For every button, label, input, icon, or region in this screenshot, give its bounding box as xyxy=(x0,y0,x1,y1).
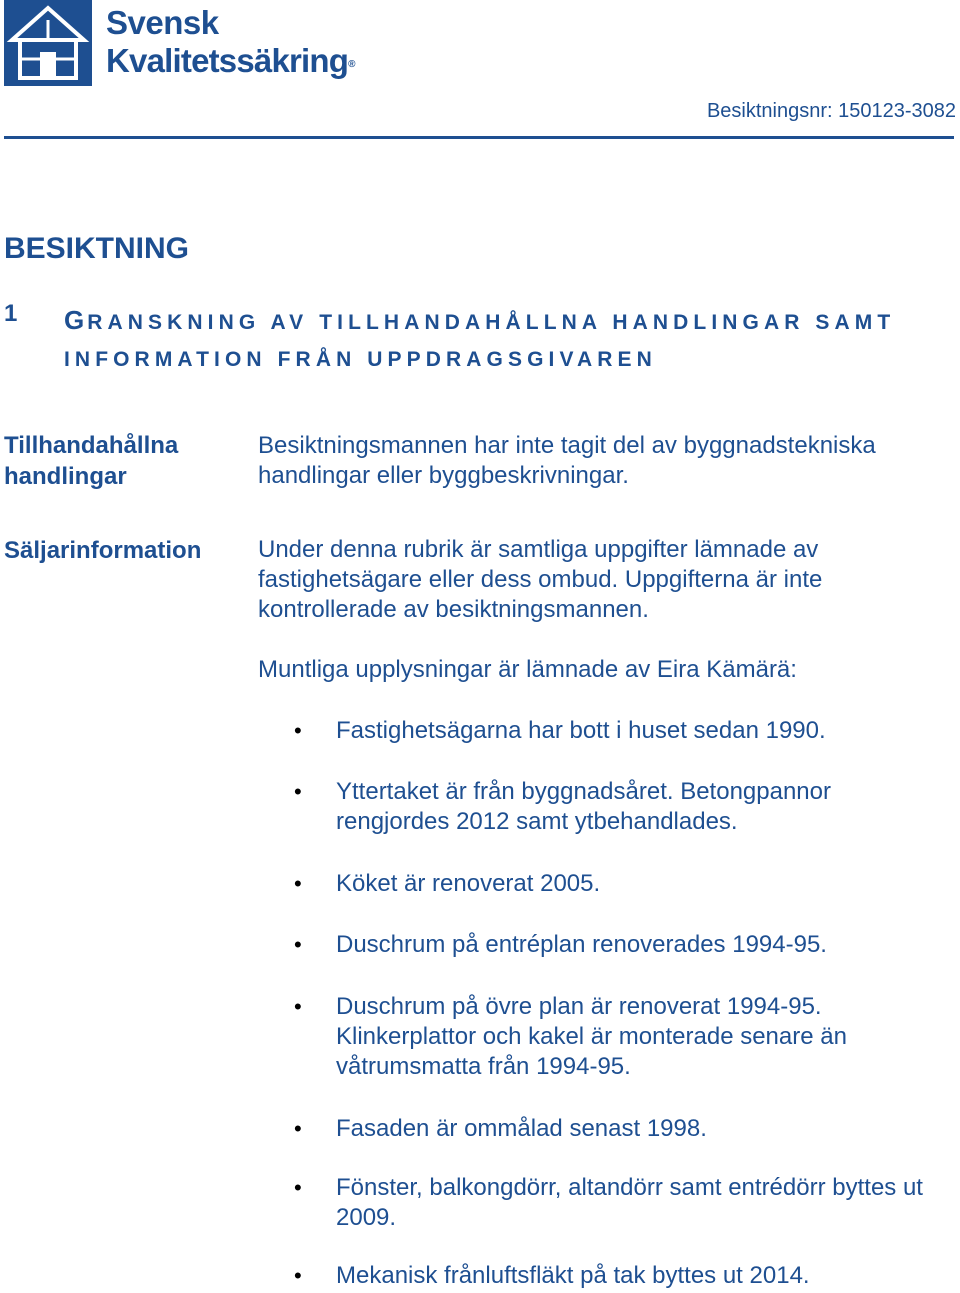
provided-documents-text: Besiktningsmannen har inte tagit del av byggnadstekniska handlingar eller byggbeskrivningar. xyxy=(258,432,876,489)
logo-line-2-text: Kvalitetssäkring xyxy=(106,42,349,79)
list-item: • Mekanisk frånluftsfläkt på tak byttes ut 2014. xyxy=(258,1261,948,1291)
list-item: • Fasaden är ommålad senast 1998. xyxy=(258,1114,948,1144)
seller-info-list xyxy=(258,716,948,1291)
logo-line-1: Svensk xyxy=(106,4,219,41)
oral-info-intro: Muntliga upplysningar är lämnade av Eira Kämärä: xyxy=(258,656,797,683)
list-item: • Fönster, balkongdörr, altandörr samt entrédörr byttes ut 2009. xyxy=(258,1173,948,1233)
section-title xyxy=(64,302,954,378)
header-divider xyxy=(4,136,954,139)
list-item: • Köket är renoverat 2005. xyxy=(258,869,948,899)
label-provided-documents-line2: handlingar xyxy=(4,463,127,490)
label-seller-information: Säljarinformation xyxy=(4,537,202,564)
section-title-initial: G xyxy=(64,305,88,335)
list-item: • Yttertaket är från byggnadsåret. Betongpannor rengjordes 2012 samt ytbehandlades. xyxy=(258,777,948,837)
inspection-number: Besiktningsnr: 150123-3082 xyxy=(706,100,956,122)
list-item: • Fastighetsägarna har bott i huset sedan 1990. xyxy=(258,716,948,746)
section-title-rest: RANSKNING AV TILLHANDAHÅLLNA HANDLINGAR SAMT INFORMATION FRÅN UPPDRAGSGIVAREN xyxy=(64,311,896,371)
list-item: • Duschrum på övre plan är renoverat 1994-95. Klinkerplattor och kakel är monterade senare än våtrumsmatta från 1994-95. xyxy=(258,992,948,1082)
logo-line-2 xyxy=(106,42,355,80)
section-number: 1 xyxy=(4,300,18,327)
house-logo-icon xyxy=(4,0,92,86)
registered-mark: ® xyxy=(348,59,355,70)
company-logo xyxy=(4,0,404,90)
logo-wordmark xyxy=(106,4,355,80)
page-title: BESIKTNING xyxy=(4,232,190,265)
label-provided-documents-line1: Tillhandahållna xyxy=(4,432,179,459)
list-item: • Duschrum på entréplan renoverades 1994-95. xyxy=(258,930,948,960)
label-provided-documents xyxy=(4,430,178,492)
seller-information-text: Under denna rubrik är samtliga uppgifter lämnade av fastighetsägare eller dess ombud. Uppgifterna är inte kontrollerade av besiktningsmannen. xyxy=(258,536,823,623)
